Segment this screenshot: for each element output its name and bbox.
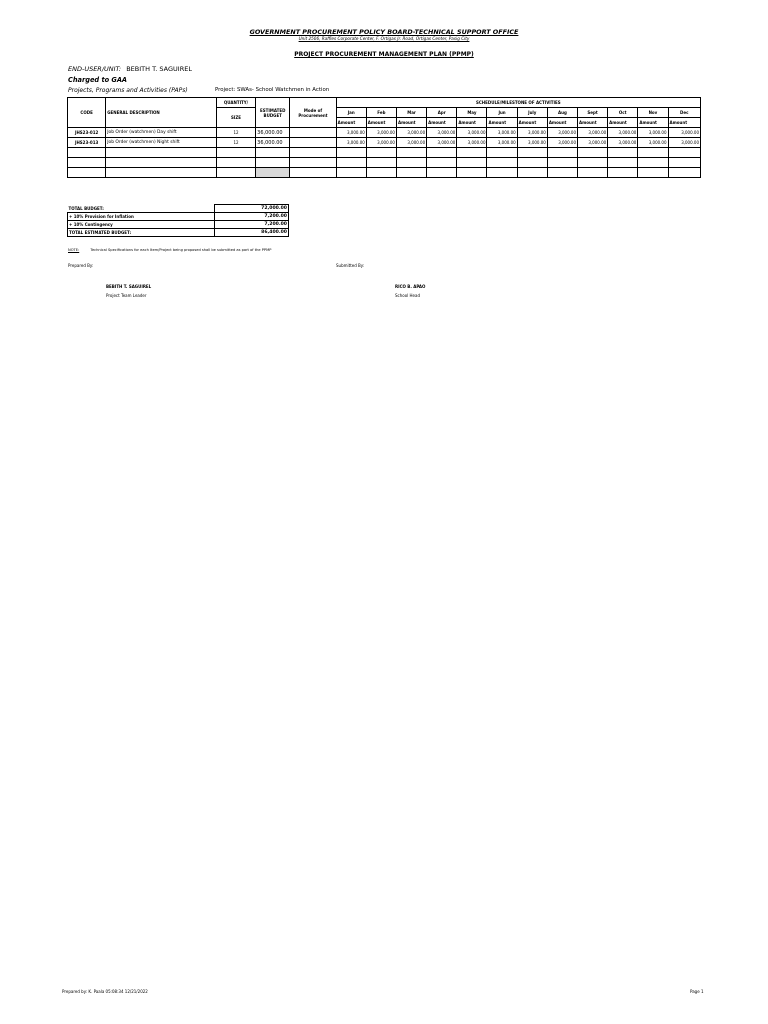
item-quantity: 12 [216, 138, 255, 148]
monthly-amount: 3,000.00 [638, 128, 668, 138]
monthly-amount: 3,000.00 [336, 128, 366, 138]
monthly-amount: 3,000.00 [668, 128, 700, 138]
item-quantity: 12 [216, 128, 255, 138]
amount-label: Amount [457, 118, 487, 128]
note-label: NOTE: [68, 248, 80, 252]
empty-cell [336, 148, 366, 158]
empty-cell [216, 148, 255, 158]
empty-cell [457, 148, 487, 158]
col-header-mode: Mode of Procurement [290, 98, 336, 128]
monthly-amount: 3,000.00 [668, 138, 700, 148]
footer-page-number: Page 1 [690, 989, 704, 994]
empty-cell [487, 148, 517, 158]
empty-cell [366, 158, 396, 168]
monthly-amount: 3,000.00 [396, 138, 426, 148]
totals-table [67, 204, 289, 237]
ppmp-table [67, 97, 701, 178]
item-mode [290, 128, 336, 138]
empty-cell [256, 148, 290, 158]
empty-cell [396, 168, 426, 178]
monthly-amount: 3,000.00 [366, 138, 396, 148]
monthly-amount: 3,000.00 [457, 138, 487, 148]
month-header-nov: Nov [638, 108, 668, 118]
amount-label: Amount [638, 118, 668, 128]
agency-title: GOVERNMENT PROCUREMENT POLICY BOARD-TECHNICAL SUPPORT OFFICE [249, 28, 519, 36]
month-header-may: May [457, 108, 487, 118]
monthly-amount: 3,000.00 [427, 138, 457, 148]
contingency-label: + 10% Contingency [68, 221, 215, 229]
item-code: JHS23-013 [68, 138, 106, 148]
empty-cell [547, 148, 577, 158]
empty-cell [366, 168, 396, 178]
empty-cell [290, 148, 336, 158]
empty-cell [106, 168, 217, 178]
amount-label: Amount [608, 118, 638, 128]
col-header-quantity: QUANTITY/ [216, 98, 255, 108]
empty-cell [216, 168, 255, 178]
empty-cell [638, 158, 668, 168]
empty-cell [68, 158, 106, 168]
amount-label: Amount [668, 118, 700, 128]
empty-cell [517, 168, 547, 178]
empty-row [68, 148, 701, 158]
empty-cell [578, 168, 608, 178]
month-header-oct: Oct [608, 108, 638, 118]
empty-cell [256, 168, 290, 178]
month-header-july: July [517, 108, 547, 118]
amount-label: Amount [396, 118, 426, 128]
amount-label: Amount [547, 118, 577, 128]
amount-label: Amount [427, 118, 457, 128]
monthly-amount: 3,000.00 [547, 128, 577, 138]
empty-cell [638, 168, 668, 178]
charged-to: Charged to GAA [68, 76, 128, 84]
empty-cell [427, 168, 457, 178]
empty-cell [256, 158, 290, 168]
col-header-size: SIZE [216, 108, 255, 128]
empty-row [68, 168, 701, 178]
monthly-amount: 3,000.00 [336, 138, 366, 148]
paps-label: Projects, Programs and Activities (PAPs) [68, 87, 188, 94]
monthly-amount: 3,000.00 [457, 128, 487, 138]
monthly-amount: 3,000.00 [578, 138, 608, 148]
col-header-budget: ESTIMATED BUDGET [256, 98, 290, 128]
empty-cell [106, 158, 217, 168]
empty-cell [290, 158, 336, 168]
preparer-name: BEBITH T. SAGUIREL [106, 284, 152, 289]
amount-label: Amount [366, 118, 396, 128]
empty-row [68, 158, 701, 168]
empty-cell [68, 148, 106, 158]
end-user-label: END-USER/UNIT: [68, 65, 122, 73]
note [68, 248, 271, 252]
estimated-budget-value: 86,400.00 [215, 229, 289, 237]
empty-cell [668, 148, 700, 158]
empty-cell [457, 158, 487, 168]
monthly-amount: 3,000.00 [366, 128, 396, 138]
empty-cell [457, 168, 487, 178]
empty-cell [366, 148, 396, 158]
month-header-apr: Apr [427, 108, 457, 118]
month-header-sept: Sept [578, 108, 608, 118]
footer-prepared-info: Prepared by: K. Paala 05:08:34 12/21/2022 [62, 989, 148, 994]
submitter-position: School Head [395, 293, 421, 298]
empty-cell [106, 148, 217, 158]
empty-cell [68, 168, 106, 178]
item-description: Job Order (watchmen) Day shift [106, 128, 217, 138]
empty-cell [396, 148, 426, 158]
item-budget: 36,000.00 [256, 138, 290, 148]
month-header-jun: Jun [487, 108, 517, 118]
empty-cell [216, 158, 255, 168]
table-row [68, 128, 701, 138]
empty-cell [487, 158, 517, 168]
total-budget-value: 72,000.00 [215, 205, 289, 213]
month-header-jan: Jan [336, 108, 366, 118]
amount-label: Amount [578, 118, 608, 128]
item-mode [290, 138, 336, 148]
empty-cell [336, 168, 366, 178]
empty-cell [547, 168, 577, 178]
contingency-value: 7,200.00 [215, 221, 289, 229]
total-budget-label: TOTAL BUDGET: [68, 205, 215, 213]
empty-cell [608, 158, 638, 168]
item-description: Job Order (watchmen) Night shift [106, 138, 217, 148]
monthly-amount: 3,000.00 [547, 138, 577, 148]
amount-label: Amount [487, 118, 517, 128]
prepared-by-label: Prepared By: [68, 263, 94, 268]
month-header-feb: Feb [366, 108, 396, 118]
empty-cell [668, 168, 700, 178]
empty-cell [336, 158, 366, 168]
monthly-amount: 3,000.00 [608, 138, 638, 148]
col-header-schedule: SCHEDULE/MILESTONE OF ACTIVITIES [336, 98, 700, 108]
inflation-label: + 10% Provision for Inflation [68, 213, 215, 221]
item-code: JHS23-012 [68, 128, 106, 138]
empty-cell [487, 168, 517, 178]
table-row [68, 138, 701, 148]
empty-cell [668, 158, 700, 168]
month-header-dec: Dec [668, 108, 700, 118]
empty-cell [427, 148, 457, 158]
submitted-by-label: Submitted By: [336, 263, 365, 268]
monthly-amount: 3,000.00 [578, 128, 608, 138]
preparer-position: Project Team Leader [106, 293, 147, 298]
end-user-value: BEBITH T. SAGUIREL [126, 65, 192, 73]
project-name: Project: SWAs- School Watchmen in Action [215, 87, 330, 93]
monthly-amount: 3,000.00 [517, 128, 547, 138]
empty-cell [396, 158, 426, 168]
empty-cell [547, 158, 577, 168]
month-header-aug: Aug [547, 108, 577, 118]
end-user-line [68, 65, 192, 73]
empty-cell [578, 158, 608, 168]
monthly-amount: 3,000.00 [427, 128, 457, 138]
estimated-budget-label: TOTAL ESTIMATED BUDGET: [68, 229, 215, 237]
empty-cell [638, 148, 668, 158]
note-text: Technical Specifications for each Item/Project being proposed shall be submitted as part of the PPMP [90, 248, 272, 252]
item-budget: 36,000.00 [256, 128, 290, 138]
document-title: PROJECT PROCUREMENT MANAGEMENT PLAN (PPMP) [294, 51, 474, 58]
empty-cell [608, 168, 638, 178]
monthly-amount: 3,000.00 [517, 138, 547, 148]
empty-cell [608, 148, 638, 158]
monthly-amount: 3,000.00 [396, 128, 426, 138]
empty-cell [578, 148, 608, 158]
empty-cell [290, 168, 336, 178]
col-header-description: GENERAL DESCRIPTION [106, 98, 217, 128]
month-header-mar: Mar [396, 108, 426, 118]
monthly-amount: 3,000.00 [638, 138, 668, 148]
empty-cell [517, 158, 547, 168]
monthly-amount: 3,000.00 [487, 128, 517, 138]
amount-label: Amount [336, 118, 366, 128]
empty-cell [427, 158, 457, 168]
monthly-amount: 3,000.00 [487, 138, 517, 148]
amount-label: Amount [517, 118, 547, 128]
col-header-code: CODE [68, 98, 106, 128]
submitter-name: RICO B. APAO [395, 284, 426, 289]
empty-cell [517, 148, 547, 158]
inflation-value: 7,200.00 [215, 213, 289, 221]
monthly-amount: 3,000.00 [608, 128, 638, 138]
agency-address: Unit 2506, Raffles Corporate Center, F. Ortigas Jr. Road, Ortigas Center, Pasig City [298, 36, 470, 41]
